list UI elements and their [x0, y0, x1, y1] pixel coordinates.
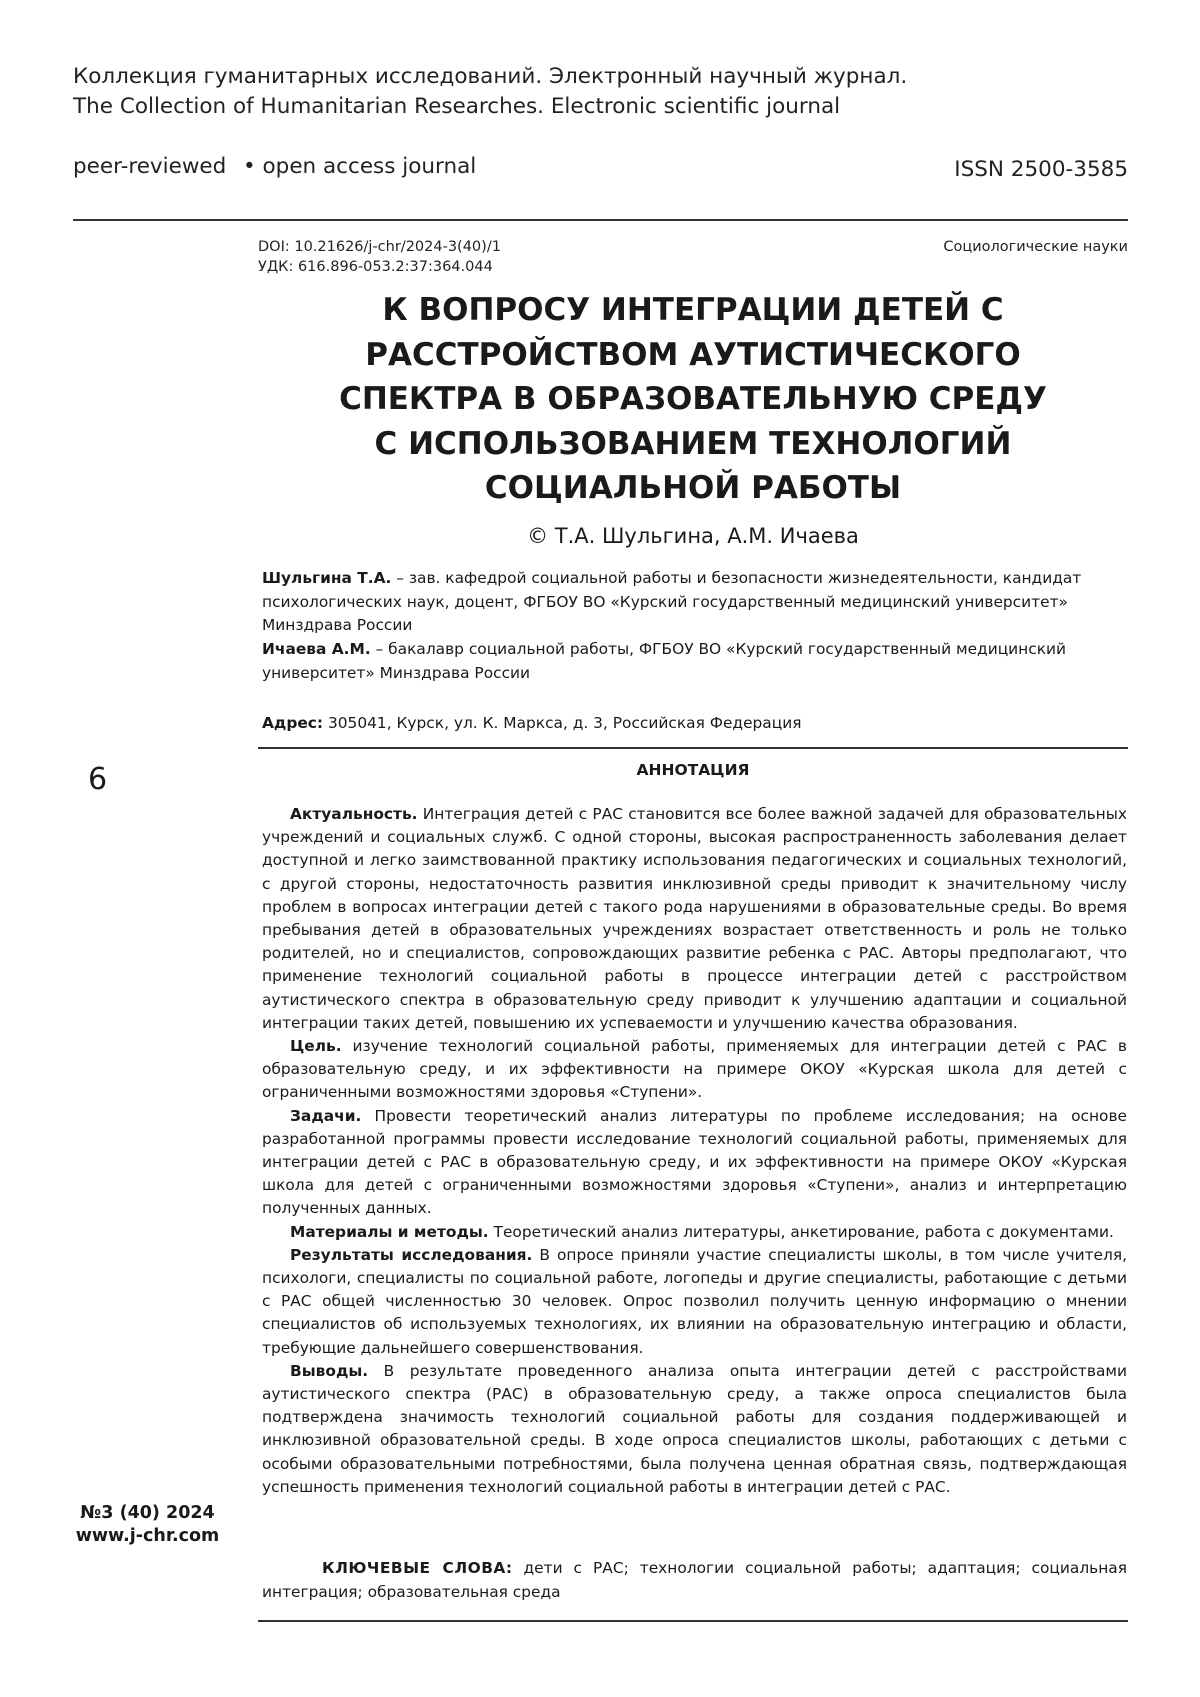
- udk: УДК: 616.896-053.2:37:364.044: [258, 259, 493, 275]
- footer-rule: [258, 1620, 1128, 1622]
- title-line: С ИСПОЛЬЗОВАНИЕМ ТЕХНОЛОГИЙ: [374, 425, 1012, 462]
- abstract-paragraph: Актуальность. Интеграция детей с РАС становится все более важной задачей для образовательных учреждений и социальных служб. С одной стороны, высокая распространенность заболевания делает доступной и легко заимствованной практику использования педагогических и социальных технологий, с другой стороны, недостаточность развития инклюзивной среды приводит к значительному числу проблем в вопросах интеграции детей с такого рода нарушениями в образовательные среды. Во время пребывания детей в образовательных учреждениях возрастает ответственность и роль не только родителей, но и специалистов, сопровождающих развитие ребенка с РАС. Авторы предполагают, что применение технологий социальной работы в процессе интеграции детей с расстройством аутистического спектра в образовательную среду приводит к улучшению адаптации и социальной интеграции таких детей, повышению их успеваемости и улучшению качества образования.: [262, 805, 1127, 1032]
- abstract-paragraph: Материалы и методы. Теоретический анализ литературы, анкетирование, работа с документами.: [290, 1222, 1114, 1241]
- author2-desc: – бакалавр социальной работы, ФГБОУ ВО «Курский государственный медицинский университет» Минздрава России: [262, 640, 1066, 682]
- keywords-label: КЛЮЧЕВЫЕ СЛОВА:: [322, 1559, 513, 1577]
- abstract-body: [262, 803, 1127, 1499]
- address: [262, 712, 1112, 736]
- title-line: К ВОПРОСУ ИНТЕГРАЦИИ ДЕТЕЙ С: [382, 292, 1004, 328]
- page-number: 6: [88, 762, 108, 797]
- author1-name: Шульгина Т.А.: [262, 569, 392, 587]
- abstract-paragraph: Задачи. Провести теоретический анализ литературы по проблеме исследования; на основе разработанной программы провести исследование технологий социальной работы, применяемых для интеграции детей с РАС в образовательную среду, и их эффективности на примере ОКОУ «Курская школа для детей с ограниченными возможностями здоровья «Ступени», анализ и интерпретацию полученных данных.: [262, 1106, 1127, 1218]
- author2-name: Ичаева А.М.: [262, 640, 371, 658]
- title-line: СПЕКТРА В ОБРАЗОВАТЕЛЬНУЮ СРЕДУ: [339, 381, 1047, 417]
- keywords: [262, 1557, 1127, 1604]
- title-line: СОЦИАЛЬНОЙ РАБОТЫ: [484, 470, 902, 506]
- abstract-heading: АННОТАЦИЯ: [636, 761, 750, 779]
- issn: ISSN 2500-3585: [954, 157, 1128, 182]
- issue-number: №3 (40) 2024: [80, 1503, 215, 1523]
- abstract-paragraph: Результаты исследования. В опросе приняли участие специалисты школы, в том числе учителя, психологи, специалисты по социальной работе, логопеды и другие специалисты, работающие с детьми с РАС общей численностью 30 человек. Опрос позволил получить ценную информацию о мнении специалистов об используемых технологиях, их влиянии на образовательную интеграцию и области, требующие дальнейшего совершенствования.: [262, 1245, 1128, 1357]
- doi: DOI: 10.21626/j-chr/2024-3(40)/1: [258, 239, 501, 255]
- badge-peer-reviewed: peer-reviewed: [73, 154, 227, 179]
- issue-info: [60, 1502, 235, 1548]
- badge-open-access: • open access journal: [243, 154, 477, 179]
- keywords-text: дети с РАС; технологии социальной работы; адаптация; социальная интеграция; образовательная среда: [262, 1559, 1127, 1601]
- address-label: Адрес:: [262, 714, 324, 732]
- journal-title-en: The Collection of Humanitarian Researches. Electronic scientific journal: [73, 94, 841, 119]
- abstract-paragraph: Выводы. В результате проведенного анализа опыта интеграции детей с расстройствами аутистического спектра (РАС) в образовательную среду, а также опроса специалистов была подтверждена значимость технологий социальной работы для создания поддерживающей и инклюзивной образовательной среды. В ходе опроса специалистов школы, работающих с детьми с особыми образовательными потребностями, была получена ценная обратная связь, подтверждающая успешность применения технологий социальной работы в интеграции детей с РАС.: [262, 1361, 1127, 1496]
- journal-title-ru: Коллекция гуманитарных исследований. Электронный научный журнал.: [73, 64, 908, 89]
- author1-desc: – зав. кафедрой социальной работы и безопасности жизнедеятельности, кандидат психологических наук, доцент, ФГБОУ ВО «Курский государственный медицинский университет» Минздрава России: [262, 569, 1082, 634]
- section-label: Социологические науки: [943, 239, 1128, 255]
- title-line: РАССТРОЙСТВОМ АУТИСТИЧЕСКОГО: [365, 336, 1021, 373]
- abstract-paragraph: Цель. изучение технологий социальной работы, применяемых для интеграции детей с РАС в образовательную среду, и их эффективности на примере ОКОУ «Курская школа для детей с ограниченными возможностями здоровья «Ступени».: [262, 1037, 1127, 1102]
- article-title: [258, 288, 1128, 511]
- journal-site: www.j-chr.com: [75, 1526, 220, 1546]
- authors: © Т.А. Шульгина, А.М. Ичаева: [527, 524, 859, 548]
- address-text: 305041, Курск, ул. К. Маркса, д. 3, Российская Федерация: [323, 714, 802, 732]
- meta-rule: [258, 747, 1128, 749]
- author2-affiliation: [262, 638, 1112, 685]
- author1-affiliation: [262, 567, 1112, 638]
- header-rule: [73, 219, 1128, 221]
